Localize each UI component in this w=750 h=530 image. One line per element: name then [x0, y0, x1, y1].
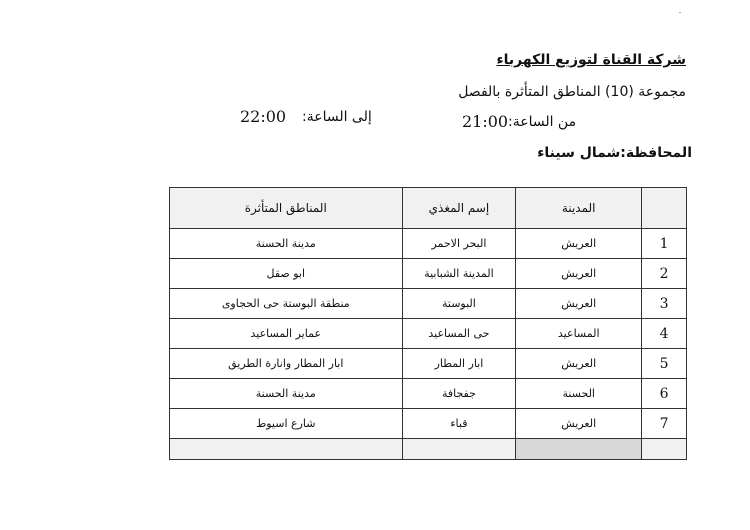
row-city: العريش: [516, 289, 642, 319]
to-label: إلى الساعة:: [302, 109, 372, 125]
row-number: 7: [642, 409, 687, 439]
company-name: شركة القناة لتوزيع الكهرباء: [496, 52, 686, 68]
row-feeder: البوستة: [402, 289, 516, 319]
table-row: [170, 289, 687, 319]
affected-areas-table: [169, 187, 687, 460]
row-number: 4: [642, 319, 687, 349]
row-areas: مدينة الحسنة: [170, 379, 403, 409]
row-number: 3: [642, 289, 687, 319]
row-feeder: حى المساعيد: [402, 319, 516, 349]
header-feeder: إسم المغذي: [402, 188, 516, 229]
row-city: الحسنة: [516, 379, 642, 409]
to-time: 22:00: [240, 107, 287, 126]
footer-cell: [170, 439, 403, 460]
group-title: مجموعة (10) المناطق المتأثرة بالفصل: [458, 84, 686, 100]
table-header-row: [170, 188, 687, 229]
row-feeder: ابار المطار: [402, 349, 516, 379]
header-areas: المناطق المتأثرة: [170, 188, 403, 229]
header-num: [642, 188, 687, 229]
table-row: [170, 349, 687, 379]
row-city: العريش: [516, 409, 642, 439]
scan-speck: [679, 12, 681, 13]
table-row: [170, 229, 687, 259]
table-row: [170, 409, 687, 439]
header-city: المدينة: [516, 188, 642, 229]
row-city: العريش: [516, 229, 642, 259]
footer-cell-shaded: [516, 439, 642, 460]
table-row: [170, 319, 687, 349]
row-number: 1: [642, 229, 687, 259]
footer-cell: [402, 439, 516, 460]
governorate: المحافظة:شمال سيناء: [537, 145, 692, 161]
row-number: 6: [642, 379, 687, 409]
row-feeder: البحر الاحمر: [402, 229, 516, 259]
table-footer-row: [170, 439, 687, 460]
row-areas: مدينة الحسنة: [170, 229, 403, 259]
table-row: [170, 259, 687, 289]
row-number: 5: [642, 349, 687, 379]
row-city: العريش: [516, 259, 642, 289]
table-row: [170, 379, 687, 409]
row-city: العريش: [516, 349, 642, 379]
row-areas: عماير المساعيد: [170, 319, 403, 349]
row-areas: ابو صقل: [170, 259, 403, 289]
row-areas: منطقة البوستة حى الحجاوى: [170, 289, 403, 319]
from-label: من الساعة:: [508, 114, 577, 130]
from-time: 21:00: [462, 112, 509, 131]
row-feeder: قباء: [402, 409, 516, 439]
row-areas: شارع اسيوط: [170, 409, 403, 439]
footer-cell: [642, 439, 687, 460]
row-number: 2: [642, 259, 687, 289]
row-feeder: المدينة الشبابية: [402, 259, 516, 289]
row-feeder: جفجافة: [402, 379, 516, 409]
row-city: المساعيد: [516, 319, 642, 349]
row-areas: ابار المطار وانارة الطريق: [170, 349, 403, 379]
